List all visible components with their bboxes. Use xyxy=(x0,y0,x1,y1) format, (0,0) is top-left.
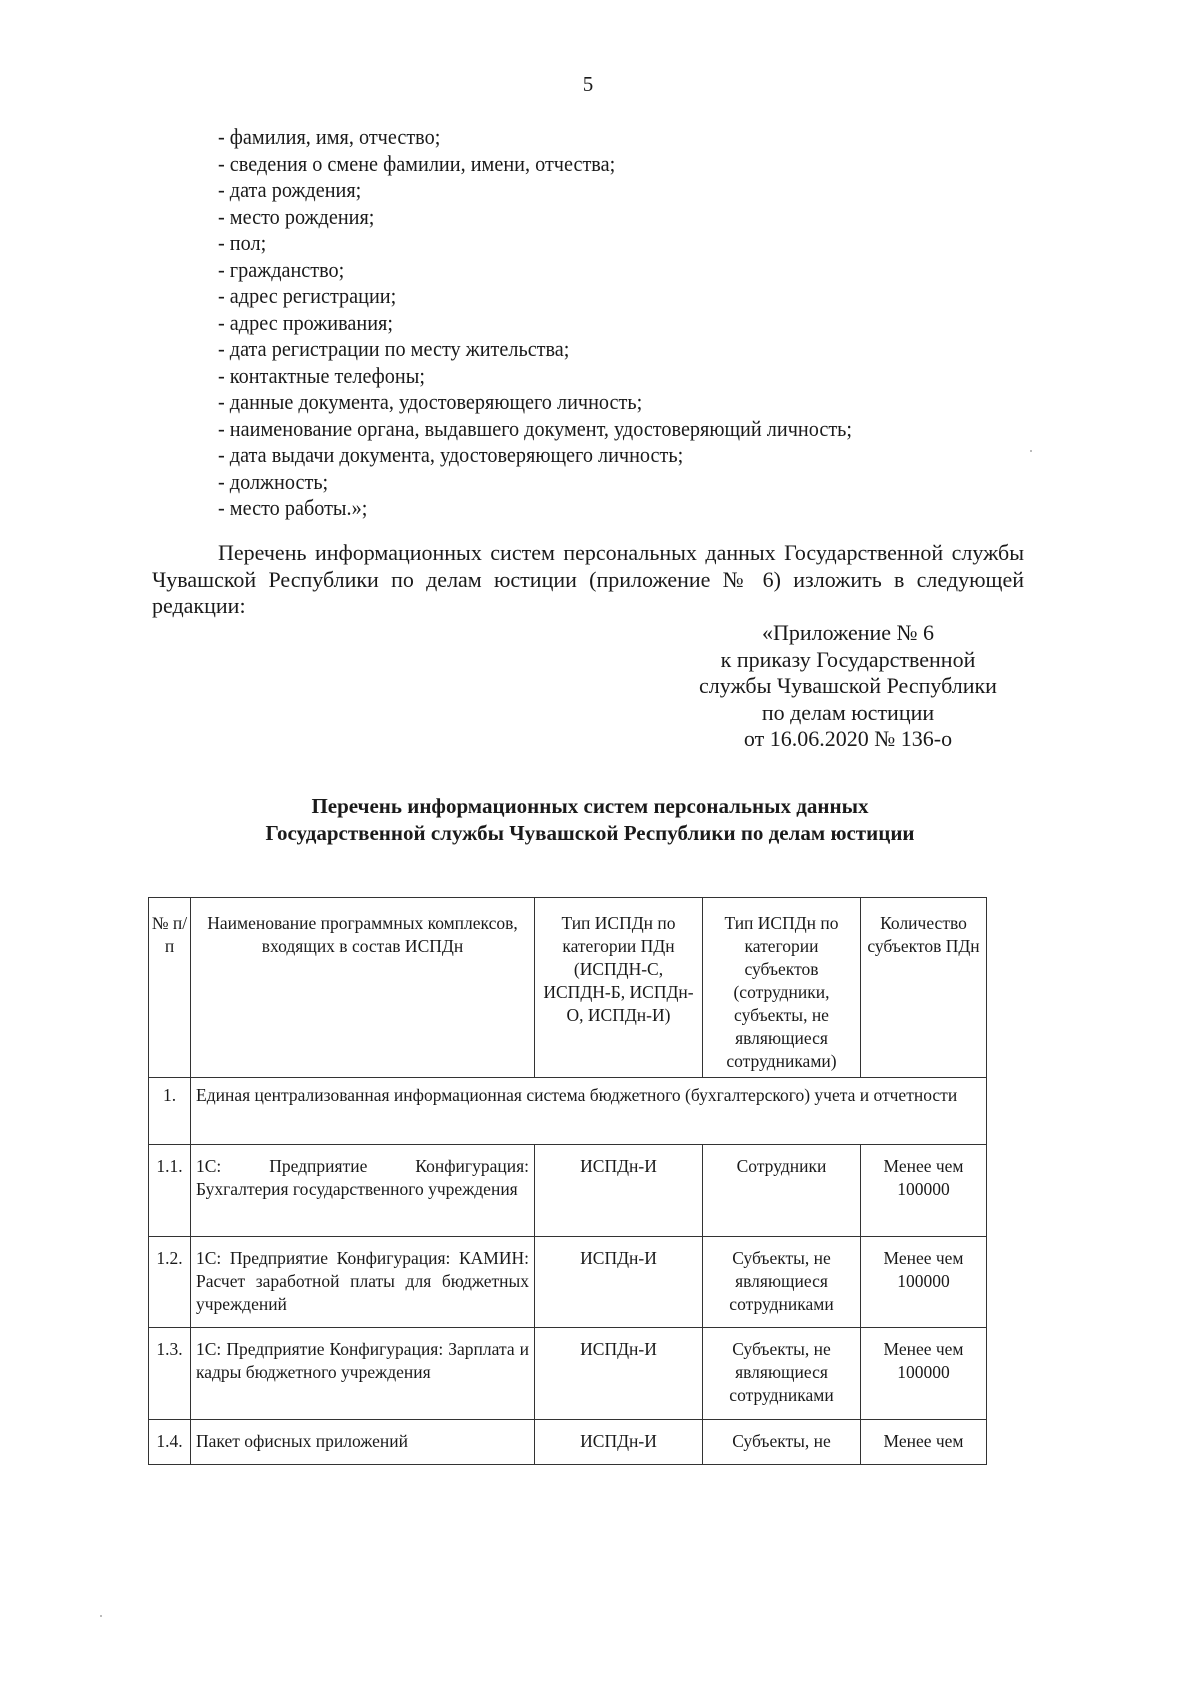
row-num: 1.2. xyxy=(149,1237,191,1328)
scan-artifact xyxy=(100,1615,102,1617)
table-row xyxy=(149,1328,987,1420)
list-item: - контактные телефоны; xyxy=(218,362,425,388)
appendix-line: по делам юстиции xyxy=(761,699,935,725)
list-item: - адрес проживания; xyxy=(218,309,393,335)
row-subjects: Субъекты, не являющиеся сотрудниками xyxy=(703,1237,861,1328)
title-line: Государственной службы Чувашской Республики по делам юстиции xyxy=(265,821,915,845)
group-num: 1. xyxy=(149,1078,191,1145)
table-row xyxy=(149,1145,987,1237)
list-item: - место работы.»; xyxy=(218,495,368,520)
document-title xyxy=(120,793,1060,847)
scan-artifact xyxy=(1030,450,1032,452)
personal-data-list xyxy=(218,124,852,522)
row-num: 1.4. xyxy=(149,1420,191,1465)
appendix-line: службы Чувашской Республики xyxy=(699,673,997,698)
list-item: - сведения о смене фамилии, имени, отчества; xyxy=(218,150,616,176)
header-category: Тип ИСПДн по категории ПДн (ИСПДН-С, ИСПДН-Б, ИСПДн-О, ИСПДн-И) xyxy=(535,898,703,1078)
header-name: Наименование программных комплексов, входящих в состав ИСПДн xyxy=(191,898,535,1078)
ispdn-table xyxy=(148,897,987,1465)
row-name: 1С: Предприятие Конфигурация: Зарплата и кадры бюджетного учреждения xyxy=(191,1328,535,1420)
row-name: Пакет офисных приложений xyxy=(191,1420,535,1465)
table-row xyxy=(149,1237,987,1328)
body-paragraph: Перечень информационных систем персональных данных Государственной службы Чувашской Республики по делам юстиции (приложение № 6) изложить в следующей редакции: xyxy=(152,540,1024,618)
list-item: - дата регистрации по месту жительства; xyxy=(218,336,570,361)
row-name: 1С: Предприятие Конфигурация: КАМИН: Расчет заработной платы для бюджетных учреждений xyxy=(191,1237,535,1328)
appendix-line: к приказу Государственной xyxy=(720,646,976,672)
header-count: Количество субъектов ПДн xyxy=(861,898,987,1078)
row-subjects: Субъекты, не являющиеся сотрудниками xyxy=(703,1328,861,1420)
table-header-row xyxy=(149,898,987,1078)
appendix-reference xyxy=(660,620,1036,753)
appendix-line: от 16.06.2020 № 136-о xyxy=(743,726,953,751)
page-number: 5 xyxy=(582,72,594,96)
row-num: 1.1. xyxy=(149,1145,191,1237)
list-item: - место рождения; xyxy=(218,203,375,229)
list-item: - должность; xyxy=(218,468,329,494)
row-subjects: Сотрудники xyxy=(703,1145,861,1237)
list-item: - данные документа, удостоверяющего личность; xyxy=(218,389,643,414)
row-category: ИСПДн-И xyxy=(535,1420,703,1465)
row-count: Менее чем 100000 xyxy=(861,1145,987,1237)
header-num: № п/п xyxy=(149,898,191,1078)
list-item: - адрес регистрации; xyxy=(218,283,397,308)
list-item: - гражданство; xyxy=(218,256,345,282)
list-item: - наименование органа, выдавшего документ, удостоверяющий личность; xyxy=(218,415,853,441)
table-group-row xyxy=(149,1078,987,1145)
row-subjects: Субъекты, не xyxy=(703,1420,861,1465)
row-category: ИСПДн-И xyxy=(535,1237,703,1328)
row-name: 1С: Предприятие Конфигурация: Бухгалтерия государственного учреждения xyxy=(191,1145,535,1237)
row-count: Менее чем 100000 xyxy=(861,1328,987,1420)
table-row xyxy=(149,1420,987,1465)
title-line: Перечень информационных систем персональных данных xyxy=(311,794,869,818)
row-category: ИСПДн-И xyxy=(535,1145,703,1237)
row-count: Менее чем 100000 xyxy=(861,1237,987,1328)
header-subjects: Тип ИСПДн по категории субъектов (сотрудники, субъекты, не являющиеся сотрудниками) xyxy=(703,898,861,1078)
appendix-line: «Приложение № 6 xyxy=(761,620,935,645)
list-item: - пол; xyxy=(218,230,267,255)
list-item: - фамилия, имя, отчество; xyxy=(218,124,441,149)
row-category: ИСПДн-И xyxy=(535,1328,703,1420)
list-item: - дата выдачи документа, удостоверяющего личность; xyxy=(218,442,684,467)
list-item: - дата рождения; xyxy=(218,177,362,202)
row-count: Менее чем xyxy=(861,1420,987,1465)
group-title: Единая централизованная информационная система бюджетного (бухгалтерского) учета и отчетности xyxy=(191,1078,987,1145)
row-num: 1.3. xyxy=(149,1328,191,1420)
